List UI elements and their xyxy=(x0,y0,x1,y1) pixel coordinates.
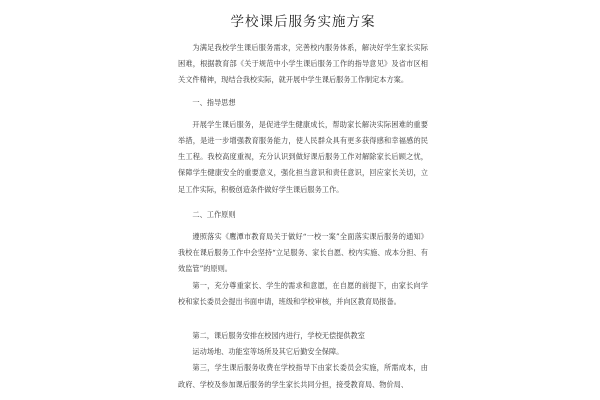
guiding-ideology-paragraph: 开展学生课后服务，是促进学生健康成长，帮助家长解决实际困难的重要举措，是进一步增强教育服务能力，使人民群众具有更多获得感和幸福感的民生工程。我校高度重视，充分认识到做好课后服务工作对解除家长后顾之忧，保障学生健康安全的重要意义，强化担当意识和责任意识，回应家长关切，立足工作实际，积极创造条件做好学生课后服务工作。 xyxy=(178,119,428,194)
principle-point-2-line-1: 第二，课后服务安排在校园内进行，学校无偿提供教室 xyxy=(192,331,365,341)
document-body xyxy=(178,10,428,393)
principle-point-2-line-2: 运动场地、功能室等场所及其它后勤安全保障。 xyxy=(192,347,344,357)
spacer xyxy=(178,198,428,207)
document-title: 学校课后服务实施方案 xyxy=(230,14,376,30)
section-heading-guiding-ideology: 一、指导思想 xyxy=(192,97,236,107)
principle-point-3: 第三，学生课后服务收费在学校指导下由家长委员会实施，所需成本，由政府、学校及参加课后服务的学生家长共同分担，接受教育局、物价局、 xyxy=(178,363,428,389)
work-principles-paragraph: 遵照落实《鹰潭市教育局关于做好“一校一案”全面落实课后服务的通知》我校在课后服务工作中会坚持“立足服务、家长自愿、校内实施、成本分担、有效监管”的原则。 xyxy=(178,232,428,274)
spacer xyxy=(178,310,428,328)
intro-paragraph: 为满足我校学生课后服务需求，完善校内服务体系，解决好学生家长实际困难，根据教育部《关于规范中小学生课后服务工作的指导意见》及省市区相关文件精神，现结合我校实际，就开展中学生课后服务工作制定本方案。 xyxy=(178,43,428,85)
principle-point-1: 第一，充分尊重家长、学生的需求和意愿，在自愿的前提下，由家长向学校和家长委员会提出书面申请，班级和学校审核，并向区教育局报备。 xyxy=(178,280,428,306)
section-heading-work-principles: 二、工作原则 xyxy=(192,209,236,219)
